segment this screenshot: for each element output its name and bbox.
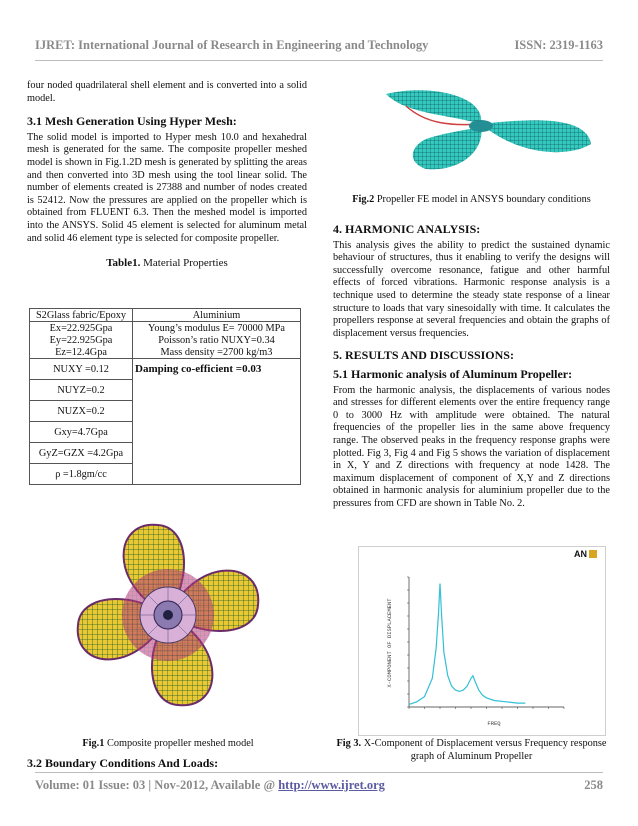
table-cell: Ey=22.925Gpa [30, 334, 133, 346]
table-empty-cell [133, 380, 301, 401]
fig3-label: Fig 3. [336, 738, 362, 749]
table-empty-cell [133, 401, 301, 422]
fig3-plot-frame [358, 546, 606, 736]
table-cell: Ez=12.4Gpa [30, 346, 133, 359]
fig3-caption-text: X-Component of Displacement versus Frequency response graph of Aluminum Propeller [361, 738, 607, 762]
table-label: Table1. [106, 257, 141, 270]
section-5-title: 5. RESULTS AND DISCUSSIONS: [333, 348, 514, 363]
table-empty-cell [133, 443, 301, 464]
table-empty-cell [133, 422, 301, 443]
table-cell: ρ =1.8gm/cc [30, 464, 133, 485]
fig3-caption [333, 738, 610, 763]
table-caption-text: Material Properties [140, 257, 228, 270]
issn: ISSN: 2319-1163 [514, 38, 603, 52]
running-footer [35, 778, 603, 793]
series-line [409, 584, 525, 705]
table-cell: NUXY =0.12 [30, 359, 133, 380]
page-number: 258 [584, 778, 603, 792]
footer-volume-text: Volume: 01 Issue: 03 | Nov-2012, Available @ [35, 778, 279, 792]
table-cell: Poisson’s ratio NUXY=0.34 [133, 334, 301, 346]
section-3-2-title: 3.2 Boundary Conditions And Loads: [27, 756, 219, 770]
fig2-caption [333, 194, 610, 207]
fig2-label: Fig.2 [352, 194, 375, 205]
material-table-wrap [29, 308, 301, 485]
fig1-label: Fig.1 [82, 738, 105, 749]
header-rule [35, 60, 603, 61]
running-header [35, 38, 603, 58]
chart-logo: AN [574, 549, 587, 559]
material-table [29, 308, 301, 485]
chart-logo-mark [589, 550, 597, 558]
section-5-1-title: 5.1 Harmonic analysis of Aluminum Propeller: [333, 366, 573, 381]
fig2-propeller-fe-image [366, 84, 596, 176]
table-head-composite: S2Glass fabric/Epoxy [30, 309, 133, 322]
section-3-1-body: The solid model is imported to Hyper mesh 10.0 and hexahedral mesh is generated for the same. The composite propeller meshed model is shown in Fig.1.2D mesh is generated by splitting the areas and then converted into 3D mesh using the tool linear solid. The number of elements created is 27388 and number of nodes created is 52412. Now the pressures are applied on the propeller which is obtained from FLUENT 6.3. Then the meshed model is imported into the ANSYS. Solid 45 element is selected for aluminum metal and solid 46 element type is selected for composite propeller. [27, 131, 307, 244]
fig3-chart [359, 547, 605, 735]
x-axis-label: FREQ [487, 720, 501, 727]
section-4-title: 4. HARMONIC ANALYSIS: [333, 222, 481, 236]
fig2-caption-text: Propeller FE model in ANSYS boundary conditions [374, 194, 591, 205]
fig1-caption [28, 738, 308, 751]
footer-volume [35, 778, 385, 793]
left-column [27, 80, 307, 270]
journal-title: IJRET: International Journal of Research in Engineering and Technology [35, 38, 429, 52]
section-3-2 [27, 757, 307, 770]
fig1-caption-text: Composite propeller meshed model [104, 738, 254, 749]
table-cell: Young’s modulus E= 70000 MPa [133, 322, 301, 335]
table-cell: Gxy=4.7Gpa [30, 422, 133, 443]
section-3-1-title: 3.1 Mesh Generation Using Hyper Mesh: [27, 114, 237, 129]
fig1-propeller-mesh-image [68, 517, 268, 713]
table-cell: NUZX=0.2 [30, 401, 133, 422]
plot-area [407, 577, 564, 709]
table-empty-cell [133, 464, 301, 485]
section-4-body: This analysis gives the ability to predict the sustained dynamic behaviour of structures, thus it enabling to verify the designs will successfully overcome resonance, fatigue and other harmful effects of forced vibrations. Harmonic response analysis is a technique used to determine the steady state response of a linear structure to loads that vary sinesoidally with time. It calculates the propellers response at several frequencies and obtain the graphs of displacement versus frequencies. [333, 239, 610, 339]
table-cell: Mass density =2700 kg/m3 [133, 346, 301, 359]
table-cell-damping: Damping co-efficient =0.03 [133, 359, 301, 380]
table-cell: NUYZ=0.2 [30, 380, 133, 401]
section-5-1-body: From the harmonic analysis, the displacements of various nodes and stresses for different elements over the entire frequency range 0 to 3000 Hz with amplitude were obtained. The natural frequencies of the propeller lies in the same above frequency range. The observed peaks in the frequency response graphs were plotted. Fig 3, Fig 4 and Fig 5 shows the variation of displacement in X, Y and Z directions with frequency at node 1428. The maximum displacement of component of X,Y and Z directions obtained in harmonic analysis for aluminium propeller due to the pressures from CFD are shown in Table No. 2. [333, 384, 610, 509]
intro-paragraph: four noded quadrilateral shell element and is converted into a solid model. [27, 80, 307, 104]
y-axis-label: X-COMPONENT OF DISPLACEMENT [386, 598, 393, 688]
table-cell: Ex=22.925Gpa [30, 322, 133, 335]
table-caption [27, 257, 307, 270]
footer-rule [35, 772, 603, 773]
table-cell: GyZ=GZX =4.2Gpa [30, 443, 133, 464]
footer-url-link[interactable]: http://www.ijret.org [278, 778, 385, 792]
table-head-aluminium: Aluminium [133, 309, 301, 322]
right-column-text [333, 223, 610, 510]
